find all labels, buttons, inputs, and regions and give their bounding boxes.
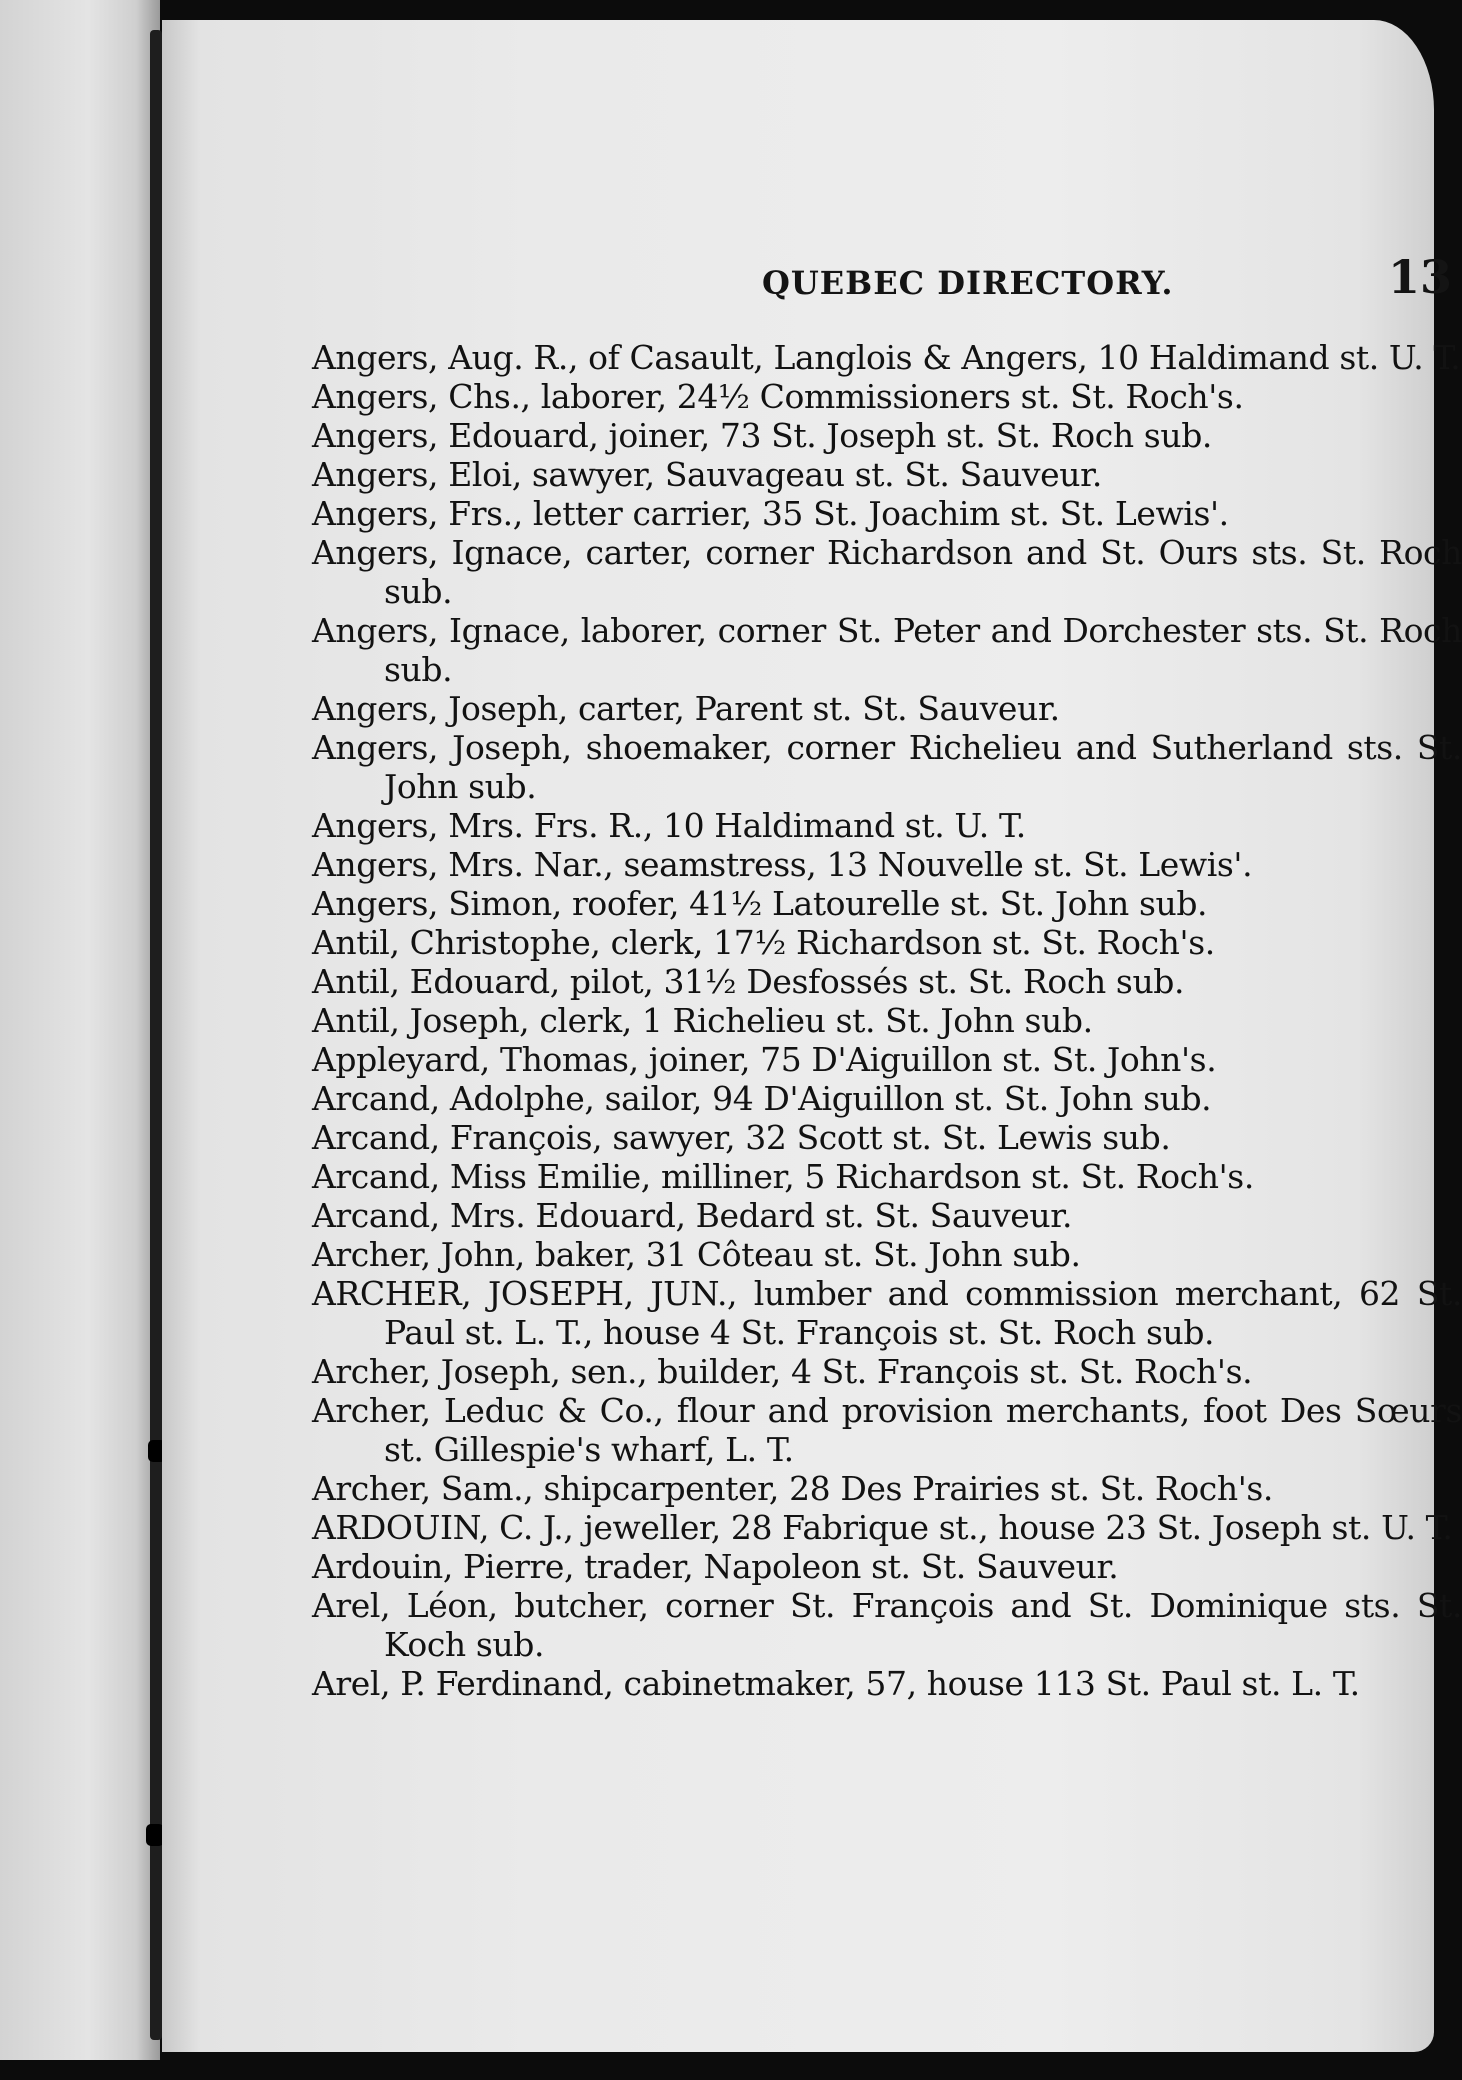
directory-entry: Appleyard, Thomas, joiner, 75 D'Aiguillon st. St. John's. <box>312 1040 1217 1079</box>
directory-entry: ARDOUIN, C. J., jeweller, 28 Fabrique st., house 23 St. Joseph st. U. T. <box>312 1508 1453 1547</box>
directory-entry: Archer, Joseph, sen., builder, 4 St. François st. St. Roch's. <box>312 1352 1253 1391</box>
directory-entry: Arcand, François, sawyer, 32 Scott st. St. Lewis sub. <box>312 1118 1171 1157</box>
directory-entry: Angers, Joseph, carter, Parent st. St. Sauveur. <box>312 689 1060 728</box>
directory-entry: Ardouin, Pierre, trader, Napoleon st. St. Sauveur. <box>312 1547 1119 1586</box>
directory-entry: Antil, Edouard, pilot, 31½ Desfossés st. St. Roch sub. <box>312 962 1185 1001</box>
directory-entry: Angers, Mrs. Frs. R., 10 Haldimand st. U. T. <box>312 806 1026 845</box>
page-header <box>592 242 1452 312</box>
directory-entry: Archer, John, baker, 31 Côteau st. St. John sub. <box>312 1235 1081 1274</box>
directory-entry: Angers, Edouard, joiner, 73 St. Joseph st. St. Roch sub. <box>312 416 1213 455</box>
directory-entry: Arcand, Mrs. Edouard, Bedard st. St. Sauveur. <box>312 1196 1073 1235</box>
page-number: 13 <box>1387 250 1452 304</box>
directory-entries <box>312 338 1462 1703</box>
previous-page-edge <box>0 0 160 2060</box>
directory-entry: ARCHER, JOSEPH, JUN., lumber and commission merchant, 62 St. Paul st. L. T., house 4 St. François st. St. Roch sub. <box>312 1274 1462 1352</box>
directory-entry: Angers, Chs., laborer, 24½ Commissioners st. St. Roch's. <box>312 377 1244 416</box>
directory-entry: Angers, Ignace, carter, corner Richardson and St. Ours sts. St. Roch sub. <box>312 533 1462 611</box>
directory-entry: Antil, Joseph, clerk, 1 Richelieu st. St. John sub. <box>312 1001 1093 1040</box>
running-title: QUEBEC DIRECTORY. <box>762 264 1174 302</box>
directory-entry: Arcand, Adolphe, sailor, 94 D'Aiguillon st. St. John sub. <box>312 1079 1212 1118</box>
directory-entry: Angers, Joseph, shoemaker, corner Richelieu and Sutherland sts. St. John sub. <box>312 728 1462 806</box>
directory-entry: Antil, Christophe, clerk, 17½ Richardson st. St. Roch's. <box>312 923 1215 962</box>
directory-entry: Archer, Sam., shipcarpenter, 28 Des Prairies st. St. Roch's. <box>312 1469 1274 1508</box>
directory-entry: Angers, Mrs. Nar., seamstress, 13 Nouvelle st. St. Lewis'. <box>312 845 1253 884</box>
directory-entry: Archer, Leduc & Co., flour and provision merchants, foot Des Sœurs st. Gillespie's wharf, L. T. <box>312 1391 1462 1469</box>
directory-page <box>162 20 1462 2052</box>
directory-entry: Arel, P. Ferdinand, cabinetmaker, 57, house 113 St. Paul st. L. T. <box>312 1664 1360 1703</box>
directory-entry: Angers, Eloi, sawyer, Sauvageau st. St. Sauveur. <box>312 455 1102 494</box>
directory-entry: Angers, Aug. R., of Casault, Langlois & Angers, 10 Haldimand st. U. T. <box>312 338 1461 377</box>
directory-entry: Angers, Simon, roofer, 41½ Latourelle st. St. John sub. <box>312 884 1208 923</box>
book-spine <box>150 30 162 2040</box>
directory-entry: Angers, Ignace, laborer, corner St. Peter and Dorchester sts. St. Roch sub. <box>312 611 1462 689</box>
directory-entry: Arcand, Miss Emilie, milliner, 5 Richardson st. St. Roch's. <box>312 1157 1254 1196</box>
directory-entry: Angers, Frs., letter carrier, 35 St. Joachim st. St. Lewis'. <box>312 494 1229 533</box>
directory-entry: Arel, Léon, butcher, corner St. François and St. Dominique sts. St. Koch sub. <box>312 1586 1462 1664</box>
